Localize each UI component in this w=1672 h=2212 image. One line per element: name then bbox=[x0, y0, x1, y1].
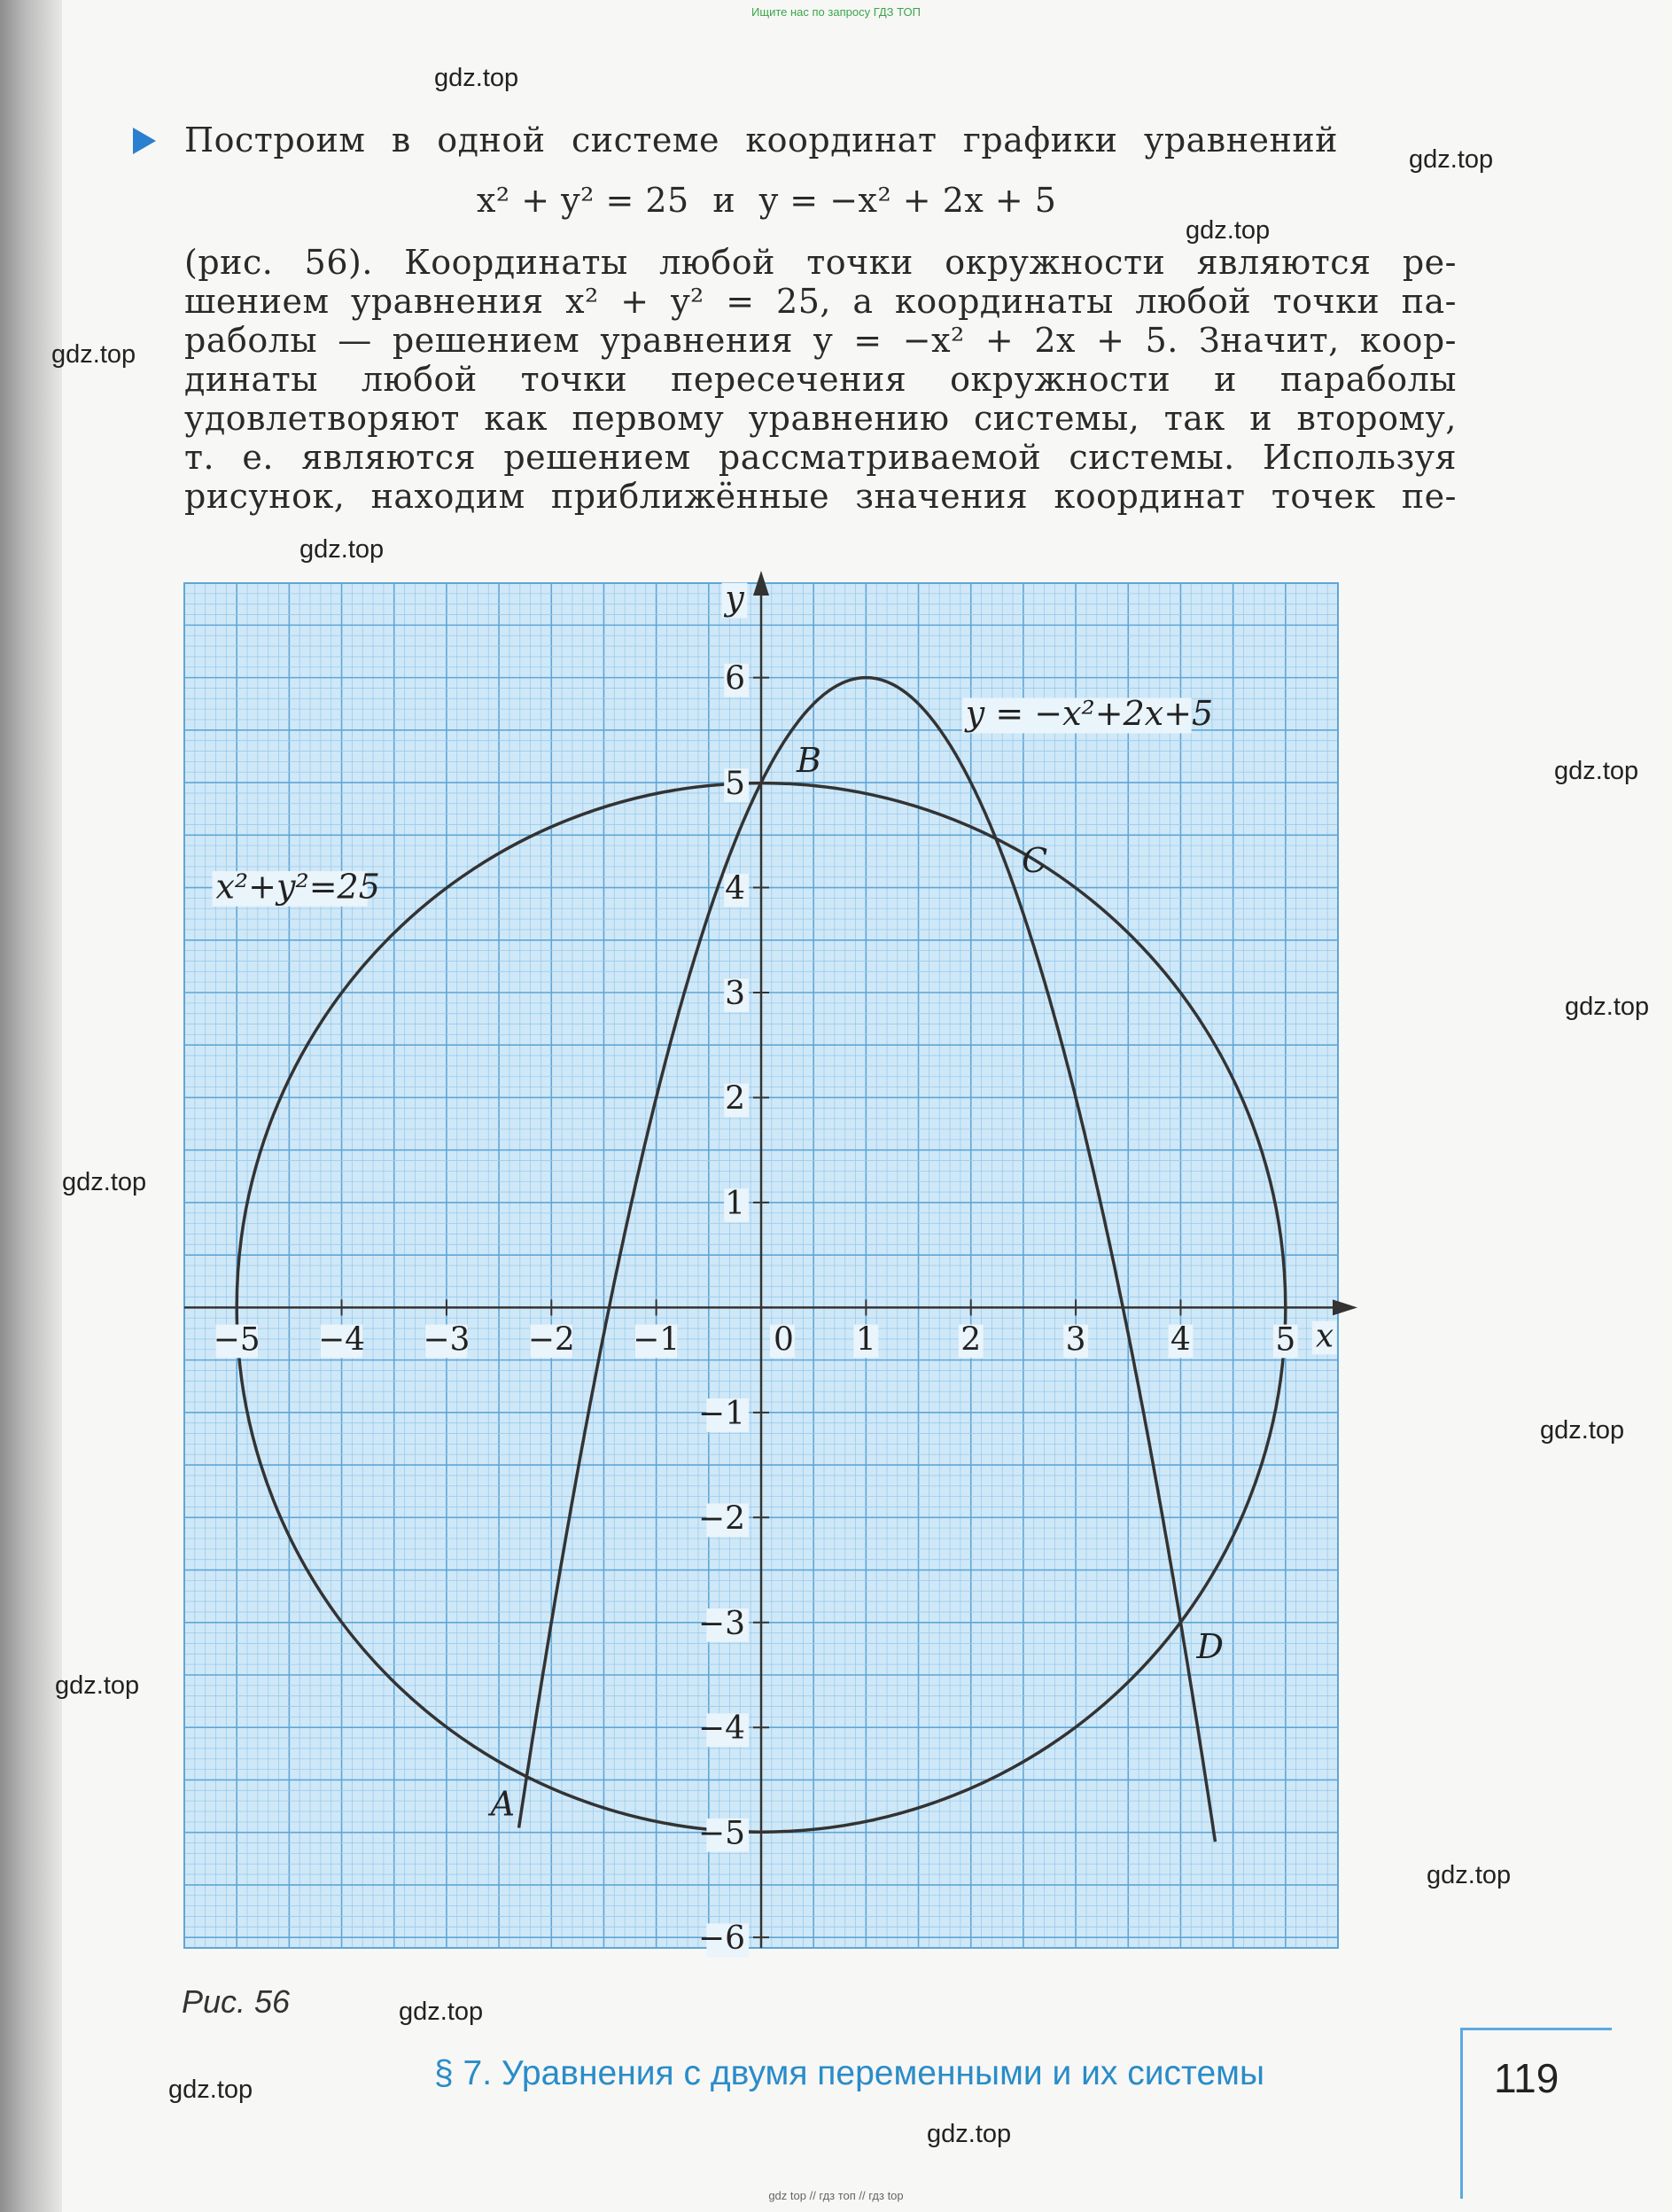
y-tick-label: 1 bbox=[725, 1185, 745, 1222]
watermark: gdz.top bbox=[1554, 757, 1639, 785]
watermark: gdz.top bbox=[1409, 145, 1494, 174]
watermark: gdz.top bbox=[1427, 1861, 1512, 1889]
point-label-c: C bbox=[1022, 841, 1048, 881]
y-tick-label: 6 bbox=[725, 660, 745, 697]
y-tick-label: 4 bbox=[725, 870, 745, 907]
parabola-equation-label: y = −x²+2x+5 bbox=[965, 693, 1214, 733]
x-axis-label: x bbox=[1315, 1318, 1334, 1355]
circle-equation-label: x²+y²=25 bbox=[215, 867, 380, 907]
y-tick-label: −1 bbox=[697, 1395, 745, 1432]
point-label-d: D bbox=[1196, 1626, 1224, 1666]
x-tick-label: −2 bbox=[527, 1321, 575, 1359]
watermark: gdz.top bbox=[55, 1671, 140, 1700]
y-tick-label: 5 bbox=[725, 766, 745, 803]
y-tick-label: −3 bbox=[697, 1605, 745, 1642]
text-line: (рис. 56). Координаты любой точки окружности являются ре- bbox=[184, 243, 1457, 282]
bottom-banner: gdz top // гдз топ // гдз top bbox=[768, 2189, 904, 2202]
page-number: 119 bbox=[1494, 2055, 1559, 2101]
watermark: gdz.top bbox=[168, 2076, 253, 2104]
y-axis-label: y bbox=[725, 579, 744, 618]
y-tick-label: −4 bbox=[697, 1710, 745, 1748]
x-tick-label: 4 bbox=[1170, 1321, 1191, 1359]
watermark: gdz.top bbox=[1540, 1416, 1625, 1445]
x-tick-label: 5 bbox=[1275, 1321, 1296, 1359]
x-axis-arrow bbox=[1333, 1299, 1357, 1315]
top-banner: Ищите нас по запросу ГДЗ ТОП bbox=[751, 5, 921, 19]
y-tick-label: 2 bbox=[725, 1080, 745, 1118]
watermark: gdz.top bbox=[1186, 216, 1271, 245]
text-line: динаты любой точки пересечения окружности и параболы bbox=[184, 360, 1457, 399]
x-tick-label: 2 bbox=[960, 1321, 982, 1359]
figure-caption: Рис. 56 bbox=[182, 1983, 291, 2020]
text-line: удовлетворяют как первому уравнению системы, так и второму, bbox=[184, 399, 1457, 438]
x-tick-label: 0 bbox=[774, 1321, 794, 1359]
text-line: шением уравнения x² + y² = 25, а координаты любой точки па- bbox=[184, 282, 1457, 321]
x-tick-label: 3 bbox=[1065, 1321, 1086, 1359]
y-tick-label: −6 bbox=[697, 1920, 745, 1958]
x-tick-label: 1 bbox=[855, 1321, 876, 1359]
watermark: gdz.top bbox=[51, 340, 136, 369]
text-line: Построим в одной системе координат графики уравнений bbox=[184, 121, 1338, 160]
watermark: gdz.top bbox=[399, 1998, 484, 2026]
text-line: раболы — решением уравнения y = −x² + 2x + 5. Значит, коор- bbox=[184, 321, 1457, 360]
equation-conjunction: и bbox=[712, 181, 736, 220]
x-tick-label: −1 bbox=[633, 1321, 680, 1359]
point-label-a: A bbox=[490, 1784, 516, 1824]
x-tick-label: −3 bbox=[423, 1321, 470, 1359]
text-line: рисунок, находим приближённые значения координат точек пе- bbox=[184, 477, 1457, 516]
x-tick-label: −4 bbox=[318, 1321, 366, 1359]
y-tick-label: −5 bbox=[697, 1815, 745, 1852]
watermark: gdz.top bbox=[434, 64, 519, 92]
watermark: gdz.top bbox=[299, 535, 385, 564]
y-tick-label: 3 bbox=[725, 976, 745, 1012]
page-number-box bbox=[1460, 2028, 1612, 2199]
equation-parabola: y = −x² + 2x + 5 bbox=[758, 181, 1057, 220]
section-footer: § 7. Уравнения с двумя переменными и их системы bbox=[434, 2054, 1265, 2092]
point-label-b: B bbox=[797, 741, 821, 781]
watermark: gdz.top bbox=[62, 1168, 147, 1196]
equation-circle: x² + y² = 25 bbox=[477, 181, 689, 220]
watermark: gdz.top bbox=[927, 2120, 1012, 2148]
y-tick-label: −2 bbox=[697, 1500, 745, 1538]
text-line: т. е. являются решением рассматриваемой системы. Используя bbox=[184, 438, 1457, 477]
x-tick-label: −5 bbox=[213, 1321, 261, 1359]
watermark: gdz.top bbox=[1565, 993, 1650, 1021]
